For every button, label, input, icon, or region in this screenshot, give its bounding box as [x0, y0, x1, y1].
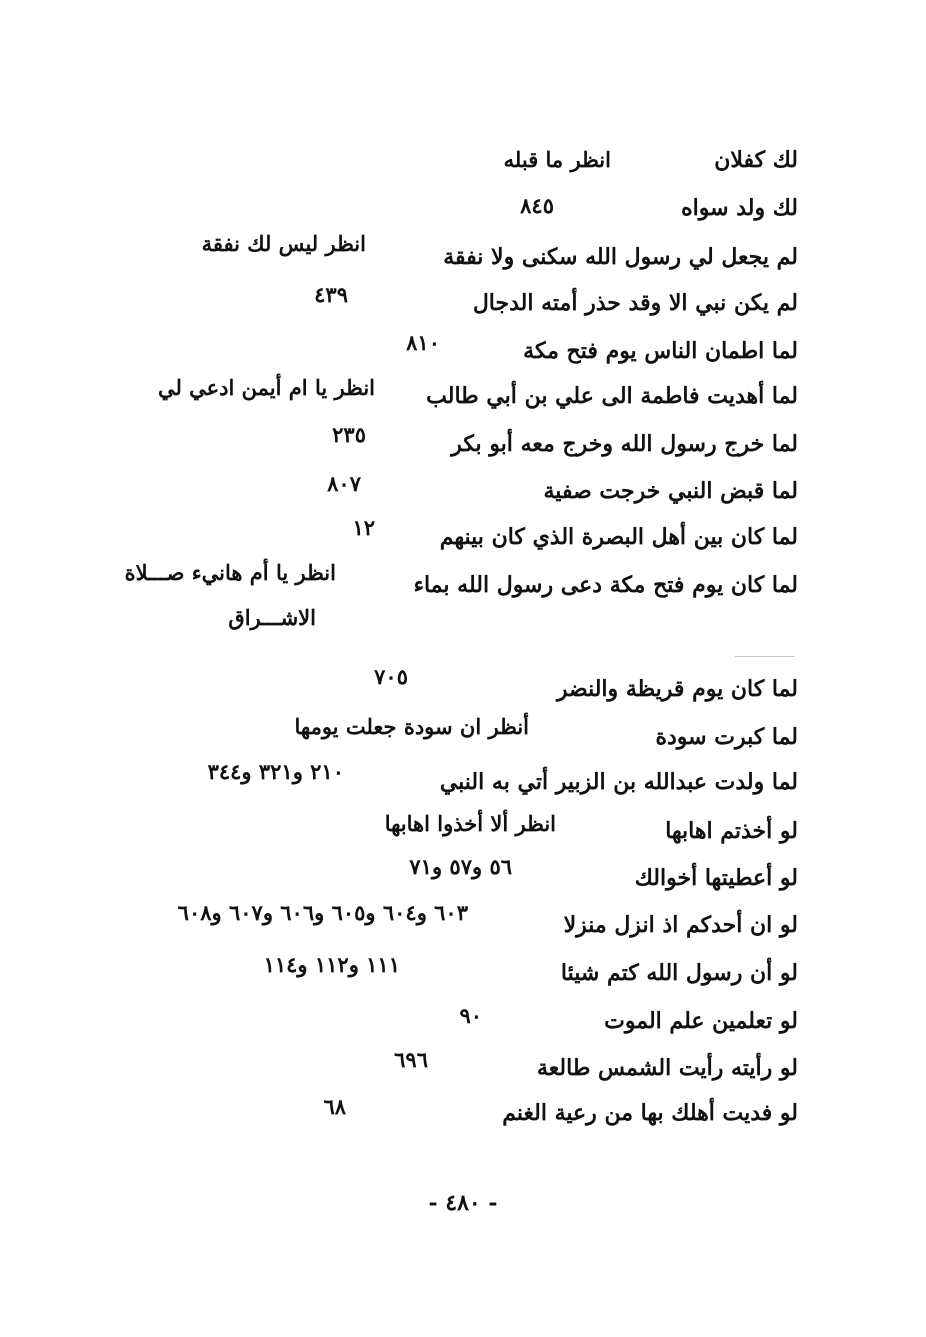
index-entry-text: لما قبض النبي خرجت صفية	[543, 478, 798, 504]
index-entry-text: لما أهديت فاطمة الى علي بن أبي طالب	[426, 383, 798, 409]
index-entry-reference: ١١١ و١١٢ و١١٤	[263, 952, 400, 977]
index-entry-reference: انظر ما قبله	[503, 147, 611, 172]
index-entry-reference: انظر ألا أخذوا اهابها	[384, 811, 556, 836]
index-entry-reference: ١٢	[352, 515, 375, 540]
index-entry-text: لما كان يوم قريظة والنضر	[556, 676, 798, 702]
index-entry-reference-continuation: الاشـــراق	[228, 605, 316, 630]
index-entry-text: لو أخذتم اهابها	[665, 818, 798, 844]
index-entry-text: لو تعلمين علم الموت	[604, 1008, 798, 1034]
index-entry-reference: ٦٩٦	[394, 1047, 428, 1072]
page-number: - ٤٨٠ -	[428, 1190, 498, 1216]
index-entry-text: لو فديت أهلك بها من رعية الغنم	[502, 1100, 798, 1126]
index-entry-reference: ٦٠٣ و٦٠٤ و٦٠٥ و٦٠٦ و٦٠٧ و٦٠٨	[177, 900, 468, 925]
index-entry-text: لما ولدت عبدالله بن الزبير أتي به النبي	[439, 769, 798, 795]
index-entry-reference: ٩٠	[459, 1003, 482, 1028]
index-entry-reference: أنظر ان سودة جعلت يومها	[294, 714, 529, 739]
index-entry-reference: ٨١٠	[406, 330, 440, 355]
index-entry-text: لما اطمان الناس يوم فتح مكة	[523, 338, 798, 364]
index-entry-text: لو أن رسول الله كتم شيئا	[560, 960, 798, 986]
index-entry-reference: ٤٣٩	[314, 282, 348, 307]
index-entry-reference: انظر يا أم هانيء صـــلاة	[124, 560, 336, 585]
index-entry-text: لما كان يوم فتح مكة دعى رسول الله بماء	[413, 572, 798, 598]
index-entry-reference: ٦٨	[323, 1094, 346, 1119]
index-entry-text: لو رأيته رأيت الشمس طالعة	[537, 1055, 798, 1081]
index-entry-text: لما كان بين أهل البصرة الذي كان بينهم	[439, 524, 798, 550]
index-entry-reference: انظر يا ام أيمن ادعي لي	[157, 375, 375, 400]
index-entry-text: لم يجعل لي رسول الله سكنى ولا نفقة	[443, 244, 798, 270]
index-entry-reference: انظر ليس لك نفقة	[201, 231, 366, 256]
index-entry-text: لو ان أحدكم اذ انزل منزلا	[563, 912, 798, 938]
index-entry-text: لم يكن نبي الا وقد حذر أمته الدجال	[472, 290, 798, 316]
index-entry-reference: ٧٠٥	[374, 664, 408, 689]
index-entry-text: لك كفلان	[714, 147, 798, 173]
index-entry-reference: ٥٦ و٥٧ و٧١	[409, 854, 512, 879]
index-entry-text: لك ولد سواه	[681, 195, 798, 221]
index-entry-reference: ٨٤٥	[520, 193, 554, 218]
index-entry-text: لما كبرت سودة	[655, 724, 798, 750]
scan-smudge	[735, 656, 795, 657]
index-entry-reference: ٢١٠ و٣٢١ و٣٤٤	[207, 759, 344, 784]
index-entry-text: لما خرج رسول الله وخرج معه أبو بكر	[451, 431, 798, 457]
index-entry-text: لو أعطيتها أخوالك	[634, 865, 798, 891]
index-entry-reference: ٢٣٥	[332, 422, 366, 447]
index-entry-reference: ٨٠٧	[327, 471, 361, 496]
